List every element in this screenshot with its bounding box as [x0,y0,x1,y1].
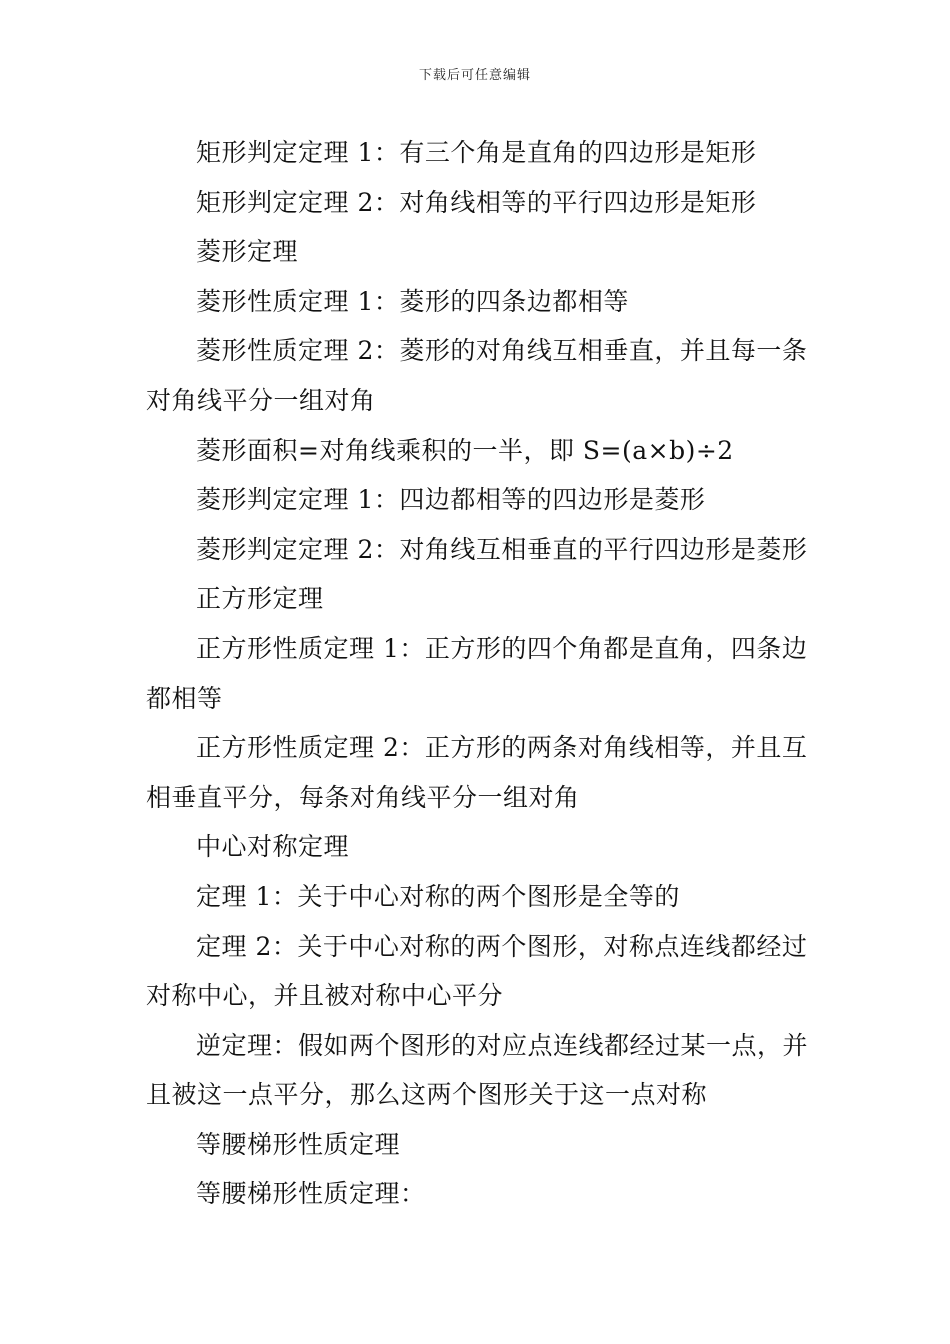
paragraph-rhombus-property-1: 菱形性质定理 1：菱形的四条边都相等 [196,286,629,316]
paragraph-rhombus-criterion-2: 菱形判定定理 2：对角线互相垂直的平行四边形是菱形 [196,534,808,564]
paragraph-rhombus-criterion-1: 菱形判定定理 1：四边都相等的四边形是菱形 [196,485,706,515]
paragraph-rhombus-property-2: 菱形性质定理 2：菱形的对角线互相垂直，并且每一条对角线平分一组对角 [146,336,808,415]
heading-rhombus: 菱形定理 [196,237,299,267]
paragraph-rhombus-area: 菱形面积=对角线乘积的一半，即 S=(a×b)÷2 [196,435,734,465]
paragraph-symmetry-theorem-1: 定理 1：关于中心对称的两个图形是全等的 [196,881,680,911]
page-header: 下载后可任意编辑 [418,68,531,83]
paragraph-rect-criterion-2: 矩形判定定理 2：对角线相等的平行四边形是矩形 [196,187,757,217]
heading-isosceles-trapezoid: 等腰梯形性质定理 [196,1129,401,1159]
paragraph-square-property-1: 正方形性质定理 1：正方形的四个角都是直角，四条边都相等 [146,633,808,713]
paragraph-trapezoid-property: 等腰梯形性质定理： [196,1179,426,1209]
heading-central-symmetry: 中心对称定理 [196,832,350,862]
paragraph-rect-criterion-1: 矩形判定定理 1：有三个角是直角的四边形是矩形 [196,138,757,167]
heading-square: 正方形定理 [196,584,324,614]
paragraph-square-property-2: 正方形性质定理 2：正方形的两条对角线相等，并且互相垂直平分，每条对角线平分一组对角 [146,733,808,812]
document-body [146,128,812,1219]
paragraph-symmetry-converse: 逆定理：假如两个图形的对应点连线都经过某一点，并且被这一点平分，那么这两个图形关于这一点对称 [146,1030,809,1110]
paragraph-symmetry-theorem-2: 定理 2：关于中心对称的两个图形，对称点连线都经过对称中心，并且被对称中心平分 [146,931,808,1011]
